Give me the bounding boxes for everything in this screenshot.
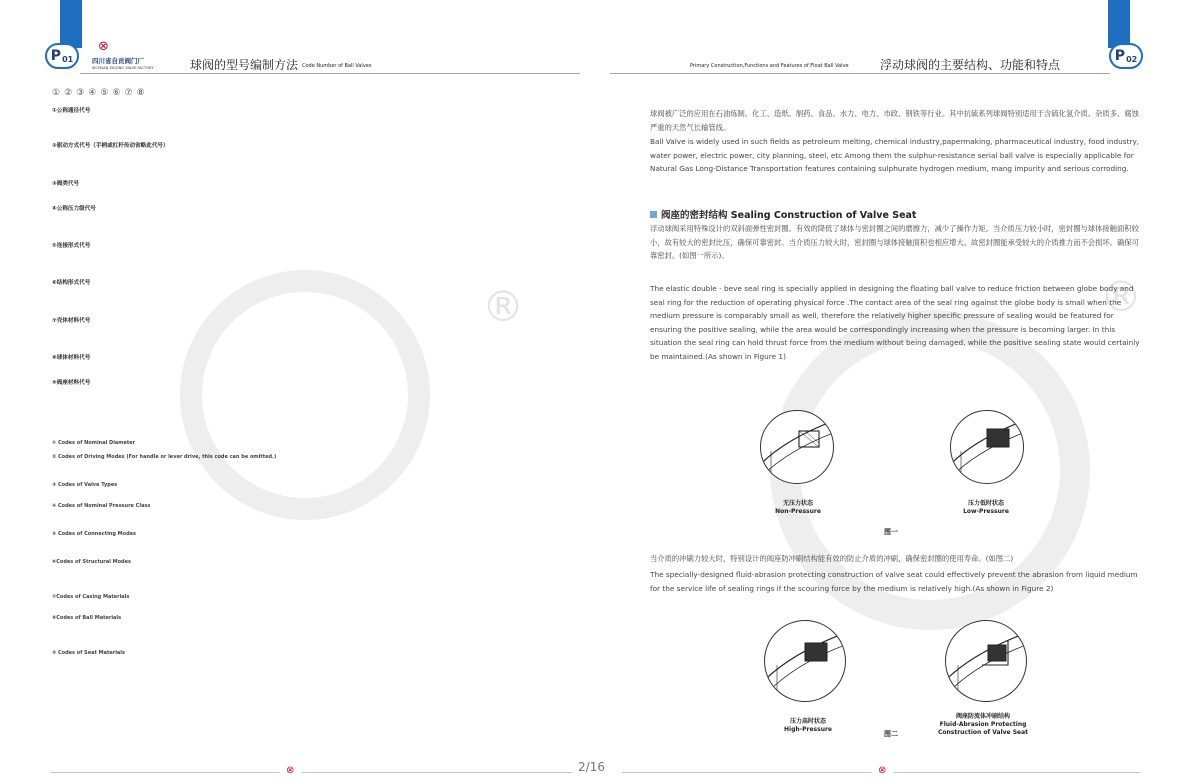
cn-section-head: ⑤连接形式代号 (52, 243, 91, 249)
figure2-right-caption-cn: 阀座防流体冲刷结构 (955, 713, 1010, 720)
cn-section-head: ①公称通径代号 (52, 108, 91, 114)
figure2-right-caption-en-line1: Fluid-Abrasion Protecting (939, 721, 1027, 728)
sealing-paragraph-en: The elastic double - beve seal ring is specially applied in designing the floating ball valve to reduce friction between globe body and seal ring for the reduction of operating physical force .The contact area of the seal ring against the globe body is small when the medium pressure is comparably small as well, therefore the relatively higher specific pressure of sealing would be featured for ensuring the positive sealing, while the area would be correspondingly increasing when the pressure is becoming larger. In this situation the seal ring can hold thrust force from the medium without being damaged, while the positive sealing state would certainly be maintained.(As shown in Figure 1) (650, 284, 1140, 361)
right-badge-number: 02 (1126, 54, 1138, 64)
footer-rule-left-b (302, 772, 572, 773)
registered-mark-icon: ® (482, 282, 524, 331)
section-bullet-icon (650, 211, 657, 218)
left-page-badge (45, 43, 79, 69)
left-brand-bar (60, 0, 82, 48)
section-title-sealing (650, 207, 916, 221)
figure1-label: 图一 (884, 528, 898, 536)
figure2-label: 图二 (884, 730, 898, 738)
intro-paragraph-en: Ball Valve is widely used in such fields as petroleum melting, chemical industry,papermaking, pharmaceutical industry, food industry, water power, electric power, city planning, steel, etc Among them the sulphur-resistance serial ball valve is especially applicable for Natural Gas Long-Distance Transportation features containing sulphurate hydrogen medium, mang impurity and serious corroding. (650, 137, 1140, 173)
right-header-rule (610, 73, 1110, 74)
figure2-high-pressure-diagram (764, 620, 846, 702)
cn-section-head: ④公称压力级代号 (52, 206, 96, 212)
abrasion-paragraph-cn: 当介质的冲刷力较大时，特别设计的阀座防冲刷结构能有效的防止介质的冲刷，确保密封圈的使用寿命。(如图二) (650, 554, 1014, 563)
cn-section-head: ⑧球体材料代号 (52, 355, 91, 361)
en-section-head: ⑨ Codes of Seat Materials (52, 650, 125, 656)
figure2-right-caption (922, 713, 1044, 737)
cn-section-head: ⑥结构形式代号 (52, 280, 91, 286)
code-marker: ③ (76, 88, 85, 98)
en-section-head: ⑧Codes of Ball Materials (52, 615, 122, 621)
company-logo-icon: ⊗ (98, 39, 109, 54)
footer-logo-icon: ⊗ (286, 765, 295, 776)
en-section-head: ⑤ Codes of Connecting Modes (52, 531, 137, 537)
figure1-right-caption (946, 500, 1026, 516)
left-badge-letter: P (50, 48, 62, 64)
code-marker: ② (64, 88, 73, 98)
en-section-head: ⑦Codes of Casing Materials (52, 594, 130, 600)
en-section-head: ⑥Codes of Structural Modes (52, 559, 131, 565)
figure2-left-caption (772, 718, 844, 734)
left-header-rule (80, 73, 580, 74)
en-section-head: ① Codes of Nominal Diameter (52, 440, 136, 446)
cn-code-list (52, 108, 542, 388)
company-name-cn: 四川省自贡阀门厂 (92, 57, 144, 65)
code-marker: ① (52, 88, 61, 98)
code-marker: ⑤ (100, 88, 109, 98)
right-badge-letter: P (1114, 48, 1126, 64)
right-page-title-cn: 浮动球阀的主要结构、功能和特点 (880, 58, 1061, 72)
cn-section-head: ②驱动方式代号（手柄或杠杆传动省略此代号） (52, 143, 169, 149)
figure2-left-caption-en: High-Pressure (783, 726, 832, 733)
right-page-badge (1109, 43, 1143, 69)
figure2-right-caption-en-line2: Construction of Valve Seat (937, 729, 1029, 736)
code-marker: ⑦ (124, 88, 133, 98)
en-section-head: ③ Codes of Valve Types (52, 482, 118, 488)
left-badge-number: 01 (62, 54, 74, 64)
code-marker: ⑧ (136, 88, 145, 98)
sealing-paragraph-cn: 浮动球阀采用特殊设计的双斜面弹性密封圈。有效的降低了球体与密封圈之间的磨擦力，减少了操作力矩。当介质压力较小时，密封圈与球体接触面积较小，故有较大的密封比压，确保可靠密封。当介质压力较大时，密封圈与球体接触面积也相应增大。故密封圈能承受较大的介质推力而不会损坏。确保可靠密封。(如图一所示)。 (650, 224, 1139, 260)
section-title-text: 阀座的密封结构 Sealing Construction of Valve Seat (661, 210, 917, 221)
figure1-left-caption-en: Non-Pressure (775, 508, 821, 515)
en-code-list (52, 440, 542, 657)
figure2-left-caption-cn: 压力高时状态 (789, 718, 826, 725)
figure1-left-caption (760, 500, 836, 516)
abrasion-paragraph-en: The specially-designed fluid-abrasion protecting construction of valve seat could effectively prevent the abrasion from liquid medium for the service life of sealing rings if the scouring force by the medium is relatively high.(As shown in Figure 2) (650, 570, 1138, 593)
footer-rule-right-a (622, 772, 872, 773)
registered-mark-icon-right: ® (1100, 272, 1142, 321)
figure1-right-caption-en: Low-Pressure (963, 508, 1009, 515)
code-marker: ④ (88, 88, 97, 98)
left-page-title-cn: 球阀的型号编制方法 (190, 58, 299, 72)
right-brand-bar (1108, 0, 1130, 48)
figure1-low-pressure-diagram (950, 410, 1024, 484)
figure1-non-pressure-diagram (760, 410, 834, 484)
en-section-head: ④ Codes of Nominal Pressure Class (52, 503, 151, 509)
footer-rule-right-b (894, 772, 1140, 773)
page-number: 2/16 (578, 760, 605, 774)
figure1-right-caption-cn: 压力低时状态 (967, 500, 1004, 507)
code-position-markers (52, 88, 145, 98)
cn-section-head: ③阀类代号 (52, 181, 80, 187)
code-marker: ⑥ (112, 88, 121, 98)
figure2-abrasion-protecting-diagram (945, 620, 1027, 702)
left-page-title-en: Code Number of Ball Valves (302, 63, 372, 69)
right-page-title-en: Primary Construction,Functions and Features of Float Ball Valve (690, 63, 849, 69)
cn-section-head: ⑦壳体材料代号 (52, 318, 91, 324)
footer-logo-icon-right: ⊗ (878, 765, 887, 776)
cn-section-head: ⑨阀座材料代号 (52, 380, 91, 386)
intro-paragraph-cn: 球阀被广泛的应用在石油炼制、化工、造纸、制药、食品、水力、电力、市政、钢铁等行业。其中抗硫系列球阀特别适用于含硫化氢介质、杂质多、腐蚀严重的天然气长输管线。 (650, 109, 1139, 132)
company-name-en: SICHUAN ZIGONG VALVE FACTORY (92, 66, 154, 70)
en-section-head: ② Codes of Driving Modes (For handle or lever drive, this code can be omitted.) (52, 454, 277, 460)
figure1-left-caption-cn: 无压力状态 (782, 500, 813, 507)
footer-rule-left-a (50, 772, 280, 773)
